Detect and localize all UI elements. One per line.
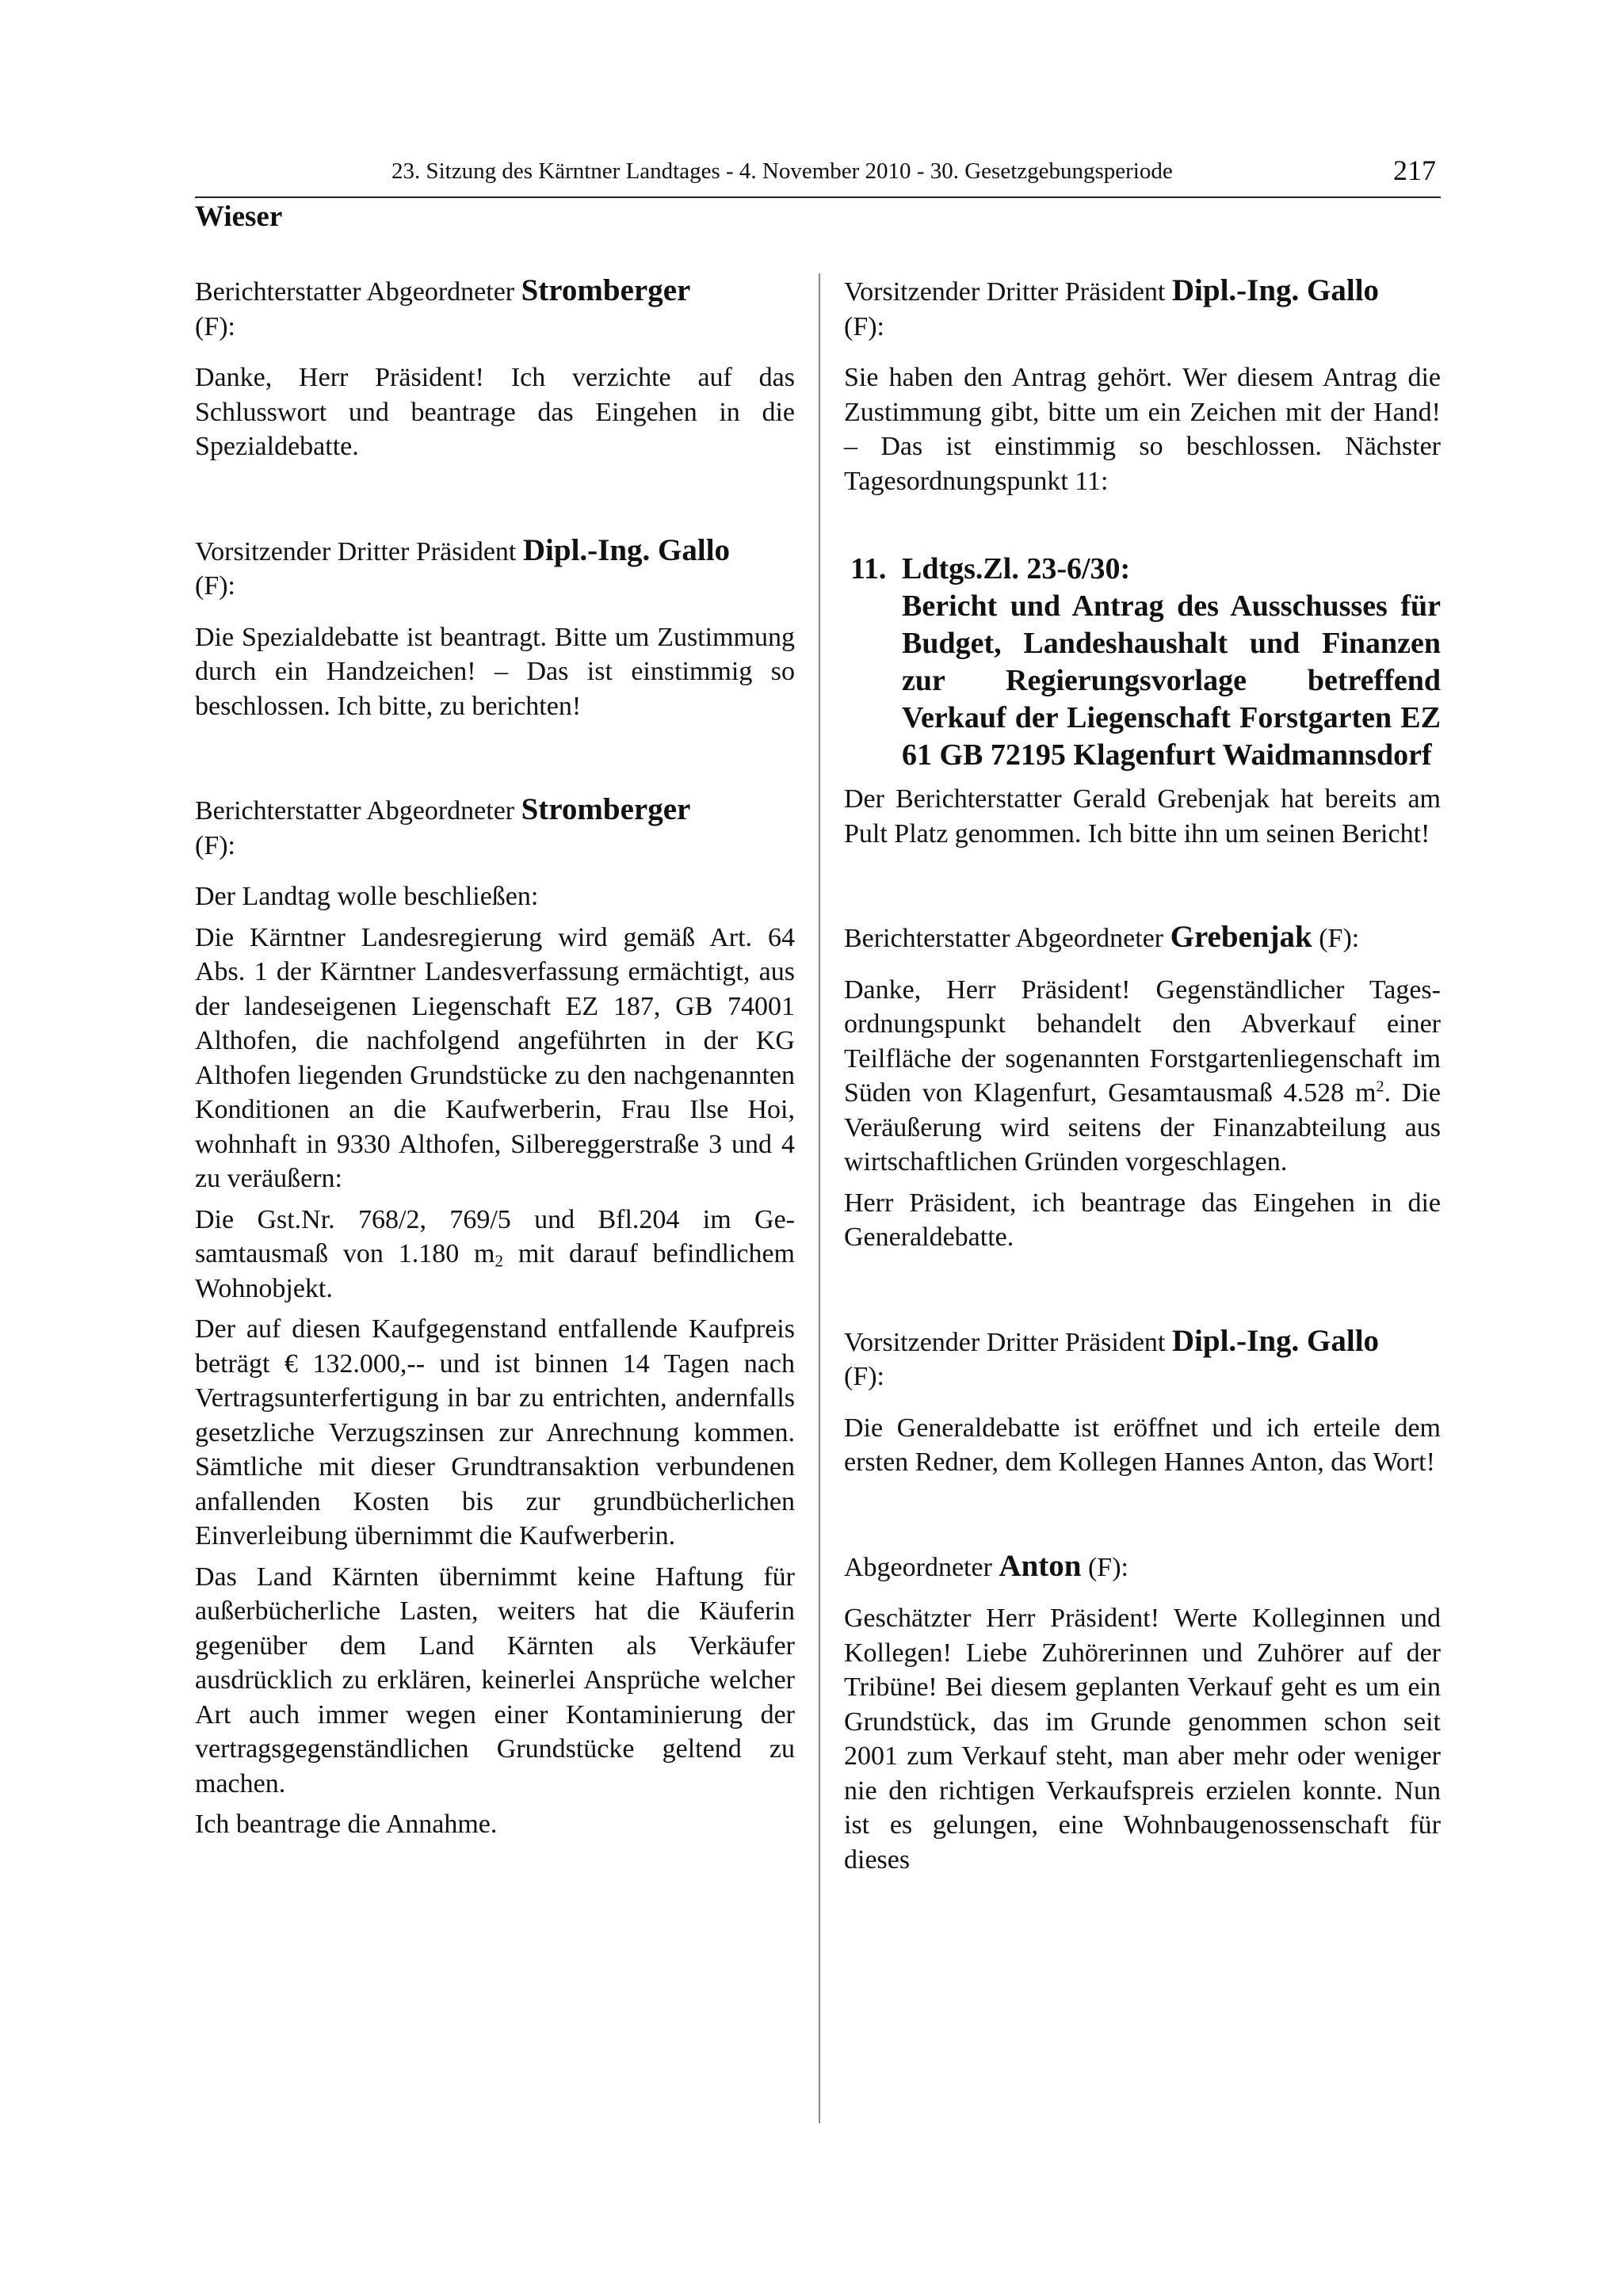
speaker-party: (F):	[195, 830, 235, 860]
speaker-line	[844, 1549, 1441, 1585]
speech-paragraph: Der auf diesen Kaufgegenstand entfallende Kaufpreis beträgt € 132.000,-- und ist binnen 14 Tagen nach Vertragsunterfertigung in bar zu entrichten, andernfalls gesetzliche Verzugszinsen zur Anrechnung kommen. Sämtliche mit dieser Grundtransaktion verbundenen anfallenden Kosten bis zur grundbücherlichen Einverleibung übernimmt die Kaufwerberin.	[195, 1314, 795, 1550]
speech-paragraph: Geschätzter Herr Präsident! Werte Kolleginnen und Kollegen! Liebe Zuhörerinnen und Zuhörer auf der Tribüne! Bei diesem geplanten Verkauf geht es um ein Grundstück, das im Grunde genommen schon seit 2001 zum Verkauf steht, man aber mehr oder weniger nie den richtigen Verkaufspreis erzielen konnte. Nun ist es gelungen, eine Wohnbaugenossenschaft für dieses	[844, 1604, 1441, 1875]
speech-paragraph: Der Berichterstatter Gerald Grebenjak hat bereits am Pult Platz genommen. Ich bitte ihn um seinen Bericht!	[844, 784, 1441, 849]
agenda-subject: Bericht und Antrag des Ausschusses für Budget, Landeshaushalt und Finanzen zur Regierungsvorlage betreffend Verkauf der Liegenschaft Forstgarten EZ 61 GB 72195 Klagenfurt Waidmannsdorf	[902, 589, 1441, 772]
speaker-name: Dipl.-Ing. Gallo	[1171, 273, 1380, 307]
agenda-item	[844, 551, 1441, 774]
area-unit-superscript: 2	[1376, 1077, 1384, 1096]
speaker-name: Dipl.-Ing. Gallo	[522, 532, 731, 567]
area-unit-subscript: 2	[495, 1251, 504, 1271]
speech-paragraph: Die Generaldebatte ist eröffnet und ich erteile dem ersten Redner, dem Kollegen Hannes Anton, das Wort!	[844, 1413, 1441, 1477]
speech-paragraph: Herr Präsident, ich beantrage das Eingehen in die Generaldebatte.	[844, 1188, 1441, 1252]
speaker-role: Berichterstatter Abgeordneter	[195, 796, 515, 826]
page-header	[195, 155, 1441, 198]
speaker-party: (F):	[844, 1362, 884, 1391]
speaker-line	[844, 273, 1441, 344]
right-column	[844, 273, 1441, 1877]
speaker-party: (F):	[195, 571, 235, 601]
speaker-name: Stromberger	[521, 792, 691, 826]
column-divider	[819, 273, 820, 2123]
speaker-name: Grebenjak	[1170, 920, 1312, 954]
speech-paragraph: Sie haben den Antrag gehört. Wer diesem Antrag die Zustimmung gibt, bitte um ein Zeichen mit der Hand! – Das ist einstimmig so beschlossen. Nächster Tagesordnungspunkt 11:	[844, 363, 1441, 496]
speaker-role: Berichterstatter Abgeordneter	[195, 277, 515, 307]
speech-paragraph: Danke, Herr Präsident! Ich verzichte auf das Schlusswort und beantrage das Eingehen in die Spezialdebatte.	[195, 363, 795, 461]
speaker-role: Vorsitzender Dritter Präsident	[195, 536, 517, 566]
speech-paragraph: Ich beantrage die Annahme.	[195, 1810, 498, 1839]
speech-paragraph: Die Spezialdebatte ist beantragt. Bitte um Zustimmung durch ein Handzeichen! – Das ist einstimmig so beschlossen. Ich bitte, zu berichten!	[195, 622, 795, 721]
speaker-role: Abgeordneter	[844, 1552, 992, 1582]
speaker-line	[195, 792, 795, 863]
agenda-number: 11.	[850, 552, 887, 585]
page-number: 217	[1393, 154, 1436, 186]
speaker-party: (F):	[195, 311, 235, 341]
speaker-name: Stromberger	[521, 273, 691, 307]
speech-paragraph: Der Landtag wolle beschließen:	[195, 882, 539, 911]
speaker-party: (F):	[1319, 924, 1360, 953]
speaker-line	[195, 533, 795, 604]
left-column	[195, 273, 795, 1842]
speaker-role: Berichterstatter Abgeordneter	[844, 924, 1164, 953]
speaker-line	[195, 273, 795, 344]
speaker-role: Vorsitzender Dritter Präsident	[844, 277, 1166, 307]
speech-paragraph: Die Gst.Nr. 768/2, 769/5 und Bfl.204 im Gesamtausmaß von 1.180 m2 mit darauf befindlichem Wohnobjekt.	[195, 1204, 795, 1303]
header-title: 23. Sitzung des Kärntner Landtages - 4. November 2010 - 30. Gesetzgebungsperiode	[391, 158, 1173, 184]
speaker-line	[844, 920, 1441, 956]
speech-paragraph: Danke, Herr Präsident! Gegenständlicher Tagesordnungspunkt behandelt den Abverkauf einer Teilfläche der sogenannten Forstgartenliegenschaft im Süden von Klagenfurt, Gesamtausmaß 4.528 $m^2$. Die Veräußerung wird seitens der Finanzabteilung aus wirtschaftlichen Gründen vorgeschlagen.	[844, 974, 1442, 1177]
speech-paragraph: Das Land Kärnten übernimmt keine Haftung für außerbücherliche Lasten, weiters hat die Käuferin gegenüber dem Land Kärnten als Verkäufer ausdrücklich zu erklären, keinerlei Ansprüche welcher Art auch immer wegen einer Kontaminierung der vertragsgegenständlichen Grundstücke geltend zu machen.	[195, 1562, 795, 1798]
agenda-reference: Ldtgs.Zl. 23-6/30:	[902, 552, 1131, 585]
speaker-role: Vorsitzender Dritter Präsident	[844, 1327, 1166, 1357]
speaker-tag: Wieser	[195, 200, 283, 233]
speaker-party: (F):	[1087, 1552, 1128, 1582]
speaker-name: Anton	[999, 1548, 1082, 1583]
speaker-name: Dipl.-Ing. Gallo	[1171, 1323, 1380, 1358]
speaker-line	[844, 1324, 1441, 1394]
speech-paragraph: Die Kärntner Landesregierung wird gemäß Art. 64 Abs. 1 der Kärntner Landesverfassung ermächtigt, aus der landeseigenen Liegenschaft EZ 187, GB 74001 Althofen, die nachfolgend angeführten in der KG Althofen liegenden Grundstücke zu den nachgenannten Konditionen an die Kaufwerberin, Frau Ilse Hoi, wohnhaft in 9330 Althofen, Silbereggerstraße 3 und 4 zu veräußern:	[195, 922, 795, 1193]
speaker-party: (F):	[844, 311, 884, 341]
